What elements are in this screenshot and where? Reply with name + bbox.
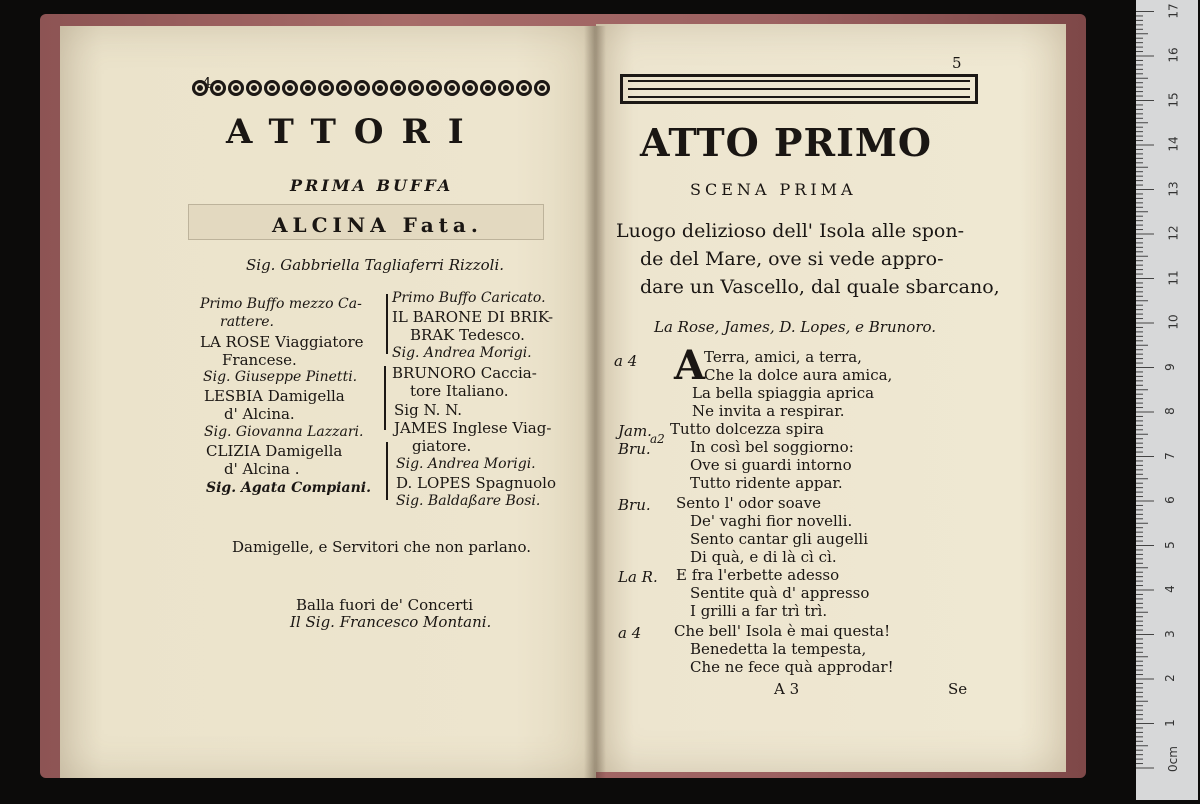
- ornament-icon: [354, 80, 370, 96]
- cast-right-line: BRAK Tedesco.: [410, 326, 525, 344]
- atto-primo-heading: ATTO PRIMO: [640, 120, 933, 165]
- verse-line: Benedetta la tempesta,: [690, 640, 867, 658]
- verse-line: Ne invita a respirar.: [692, 402, 845, 420]
- ornament-icon: [426, 80, 442, 96]
- ruler-number: 3: [1162, 629, 1177, 638]
- verse-line: E fra l'erbette adesso: [676, 566, 840, 584]
- verse-line: Che ne fece quà approdar!: [690, 658, 894, 676]
- ruler-number: 7: [1162, 451, 1177, 460]
- verse-line: Sento cantar gli augelli: [690, 530, 868, 548]
- cast-left-line: LESBIA Damigella: [204, 387, 345, 405]
- cast-left-line: Sig. Giuseppe Pinetti.: [203, 369, 358, 385]
- decorative-border-line: [628, 88, 970, 90]
- cast-left-line: d' Alcina .: [224, 460, 300, 478]
- verse-line: Tutto ridente appar.: [690, 474, 843, 492]
- cast-left-line: Sig. Giovanna Lazzari.: [204, 424, 364, 440]
- ornament-icon: [336, 80, 352, 96]
- verse-line: Che la dolce aura amica,: [704, 366, 893, 384]
- ruler-number: 1: [1162, 718, 1177, 727]
- ornament-icon: [246, 80, 262, 96]
- verse-line: Sento l' odor soave: [676, 494, 821, 512]
- verse-line: La bella spiaggia aprica: [692, 384, 875, 402]
- cast-right-line: Sig. Andrea Morigi.: [396, 456, 536, 472]
- prima-buffa-subheading: PRIMA BUFFA: [290, 176, 454, 195]
- signature-mark: A 3: [774, 680, 800, 698]
- ruler-number: 11: [1166, 269, 1181, 286]
- featured-actor: Sig. Gabbriella Tagliaferri Rizzoli.: [246, 256, 505, 274]
- drop-cap: A: [674, 342, 706, 389]
- verse-line: Terra, amici, a terra,: [704, 348, 862, 366]
- cast-left-line: CLIZIA Damigella: [206, 442, 343, 460]
- cast-divider: [386, 442, 388, 500]
- cast-right-line: IL BARONE DI BRIK-: [392, 308, 554, 326]
- cast-right-line: BRUNORO Caccia-: [392, 364, 537, 382]
- ornament-icon: [390, 80, 406, 96]
- ruler-number: 13: [1166, 180, 1181, 197]
- ornament-icon: [192, 80, 208, 96]
- ornament-icon: [300, 80, 316, 96]
- ornament-icon: [228, 80, 244, 96]
- ballet-line-2: Il Sig. Francesco Montani.: [290, 613, 492, 631]
- scena-prima-subheading: SCENA PRIMA: [690, 180, 857, 199]
- speaker: a 4: [614, 352, 638, 370]
- ornament-icon: [534, 80, 550, 96]
- cast-left-line: rattere.: [220, 314, 275, 330]
- ornament-icon: [318, 80, 334, 96]
- speaker: Bru.: [618, 440, 651, 458]
- ruler-number: 12: [1166, 225, 1181, 241]
- cast-left-line: LA ROSE Viaggiatore: [200, 333, 364, 351]
- ruler-number: 8: [1162, 407, 1177, 415]
- speaker: a 4: [618, 624, 642, 642]
- ornament-icon: [498, 80, 514, 96]
- ruler-number: 15: [1166, 91, 1181, 108]
- catchword: Se: [948, 680, 968, 698]
- ruler-number: 2: [1162, 674, 1177, 682]
- speaker: Jam.: [618, 422, 652, 440]
- alcina-role: ALCINA Fata.: [272, 213, 483, 237]
- ornament-icon: [210, 80, 226, 96]
- speaker: Bru.: [618, 496, 651, 514]
- book-gutter: [584, 26, 606, 778]
- ornament-icon: [480, 80, 496, 96]
- ornament-icon: [516, 80, 532, 96]
- ruler-number: 17: [1166, 2, 1181, 19]
- stage-direction-line: dare un Vascello, dal quale sbarcano,: [640, 276, 1000, 298]
- cast-right-line: Sig. Andrea Morigi.: [392, 345, 532, 361]
- cast-left-line: Primo Buffo mezzo Ca-: [200, 296, 362, 312]
- verse-line: I grilli a far trì trì.: [690, 602, 828, 620]
- ornament-icon: [282, 80, 298, 96]
- ornament-icon: [462, 80, 478, 96]
- right-page-number: 5: [952, 54, 962, 72]
- verse-line: Tutto dolcezza spira: [670, 420, 824, 438]
- ornament-icon: [444, 80, 460, 96]
- ruler-number: 6: [1162, 496, 1177, 504]
- stage-direction-line: Luogo delizioso dell' Isola alle spon-: [616, 220, 964, 242]
- ruler-number: 16: [1166, 47, 1181, 63]
- ruler-number: 14: [1166, 136, 1181, 152]
- cast-right-line: JAMES Inglese Viag-: [394, 419, 552, 437]
- ruler-number: 5: [1162, 540, 1177, 549]
- stage-direction-line: de del Mare, ove si vede appro-: [640, 248, 944, 270]
- cast-right-line: Sig. Baldaßare Bosi.: [396, 493, 541, 509]
- verse-line: Ove si guardi intorno: [690, 456, 852, 474]
- ruler-number: 10: [1166, 314, 1181, 330]
- cast-right-line: tore Italiano.: [410, 382, 509, 400]
- cast-left-line: Sig. Agata Compiani.: [206, 480, 371, 496]
- characters-line: La Rose, James, D. Lopes, e Brunoro.: [654, 318, 937, 336]
- cast-divider: [384, 366, 386, 430]
- verse-line: Che bell' Isola è mai questa!: [674, 622, 891, 640]
- cast-left-line: d' Alcina.: [224, 405, 295, 423]
- cast-divider: [386, 294, 388, 354]
- ornament-icon: [264, 80, 280, 96]
- ornament-icon: [408, 80, 424, 96]
- ruler-unit-label: 0cm: [1165, 746, 1180, 772]
- ornament-band: [192, 80, 550, 100]
- aside-marker: a2: [650, 432, 665, 446]
- attori-heading: ATTORI: [226, 112, 482, 152]
- cast-left-line: Francese.: [222, 351, 297, 369]
- verse-line: In così bel soggiorno:: [690, 438, 854, 456]
- non-speaking-roles: Damigelle, e Servitori che non parlano.: [232, 538, 531, 556]
- ruler-number: 4: [1162, 585, 1177, 593]
- ornament-icon: [372, 80, 388, 96]
- ballet-line-1: Balla fuori de' Concerti: [296, 596, 474, 614]
- verse-line: Sentite quà d' appresso: [690, 584, 870, 602]
- cast-right-line: giatore.: [412, 437, 472, 455]
- cast-right-line: Primo Buffo Caricato.: [392, 290, 546, 306]
- verse-line: De' vaghi fior novelli.: [690, 512, 853, 530]
- ruler-number: 9: [1162, 362, 1177, 371]
- verse-line: Di quà, e di là cì cì.: [690, 548, 837, 566]
- cast-right-line: D. LOPES Spagnuolo: [396, 474, 556, 492]
- cast-right-line: Sig N. N.: [394, 401, 463, 419]
- speaker: La R.: [618, 568, 658, 586]
